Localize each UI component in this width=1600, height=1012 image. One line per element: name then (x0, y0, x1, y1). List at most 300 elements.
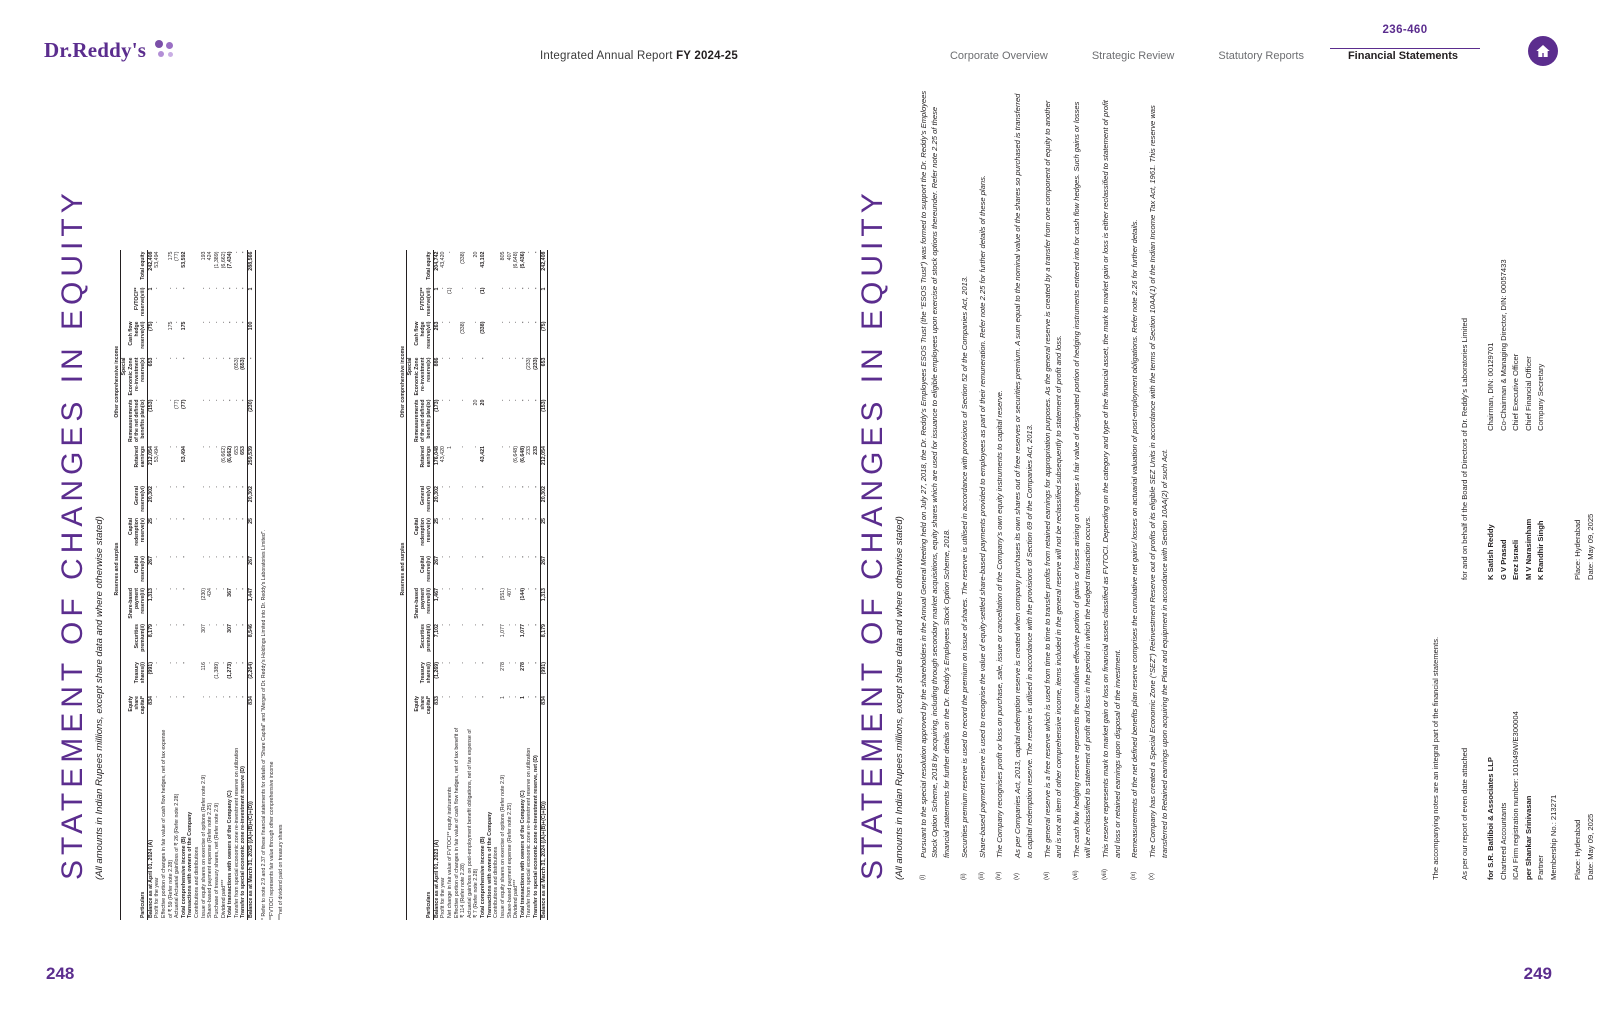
cell-value: 1 (447, 446, 454, 449)
col-treasury-shares: Treasury shares(i) (420, 662, 433, 684)
cell-value: - (440, 287, 447, 290)
note-index: (viii) (1102, 869, 1109, 880)
cell-value: - (526, 518, 533, 520)
cell-value (194, 554, 201, 586)
note-item (918, 90, 952, 880)
cell-value: - (200, 287, 207, 290)
board-line: for and on behalf of the Board of Directors of Dr. Reddy’s Laboratories Limited (1459, 318, 1469, 580)
cell-value: - (519, 321, 526, 324)
cell-value: - (499, 321, 506, 324)
cell-value: - (167, 287, 174, 290)
cell-value (487, 586, 494, 622)
home-icon[interactable] (1528, 36, 1558, 66)
cell-value: - (473, 588, 480, 590)
cell-value: - (506, 321, 513, 324)
cell-value: 20 (473, 251, 480, 258)
cell-value (194, 356, 201, 398)
cell-value: - (207, 399, 214, 402)
note-text: The Company has created a Special Economic Zone (“SEZ”) Reinvestment Reserve out of profits of its eligible SEZ Units in accordance with the terms of Section 10AA(1) of the Indian Income Tax Act, 1961. This reserve was transferred to Retained earnings upon acquiring the Plant and equipment in accordance with Section 10AA(2) of such Act. (1148, 105, 1169, 858)
cell-value: - (180, 696, 187, 698)
cell-value: - (180, 556, 187, 558)
row-label: Transactions with owners of the Company (486, 811, 493, 918)
cell-value: - (233, 486, 240, 488)
group-other-ci: Other comprehensive income (114, 320, 121, 444)
cell-value (493, 444, 500, 484)
cell-value: (1,389) (213, 251, 220, 269)
signatory-name-3: M V Narasimham (1523, 518, 1533, 580)
cell-value: - (447, 399, 454, 402)
cell-value: - (180, 357, 187, 360)
note-text: The general reserve is a free reserve which is used from time to time to transfer profits from retained earnings for appropriation purposes. As the general reserve is created by a transfer from one component of equity to another and is not an item of other comprehensive income, items included in the general reserve will not be reclassified subsequently to statement of profit and loss. (1042, 100, 1064, 858)
signatory-name-1: G V Prasad (1498, 539, 1508, 580)
auditor-designation: Chartered Accountants (1498, 802, 1508, 880)
cell-value: - (233, 662, 240, 664)
cell-value: - (440, 518, 447, 520)
footnote-1: * Refer to note 2.9 and 2.37 of these financial statements for details of “Share Capital” and “Merger of Dr. Reddy’s Holdings Limited into Dr. Reddy’s Laboratories Limited”. (260, 530, 267, 920)
row-label: Balance as at April 01, 2023 (A) (433, 839, 440, 918)
cell-value: - (447, 588, 454, 590)
cell-value: 278 (519, 662, 526, 671)
logo-dots-icon (155, 40, 177, 60)
cell-value: - (240, 399, 247, 402)
cell-value (487, 398, 494, 444)
cell-value: 212,054 (540, 446, 547, 466)
col-fvtoci-reserve: FVTOCI** reserve(viii) (134, 287, 147, 317)
cell-value: - (513, 624, 520, 626)
signatory-title-0: Chairman, DIN: 00129701 (1486, 342, 1496, 431)
cell-value: (230) (247, 399, 254, 412)
cell-value: - (227, 399, 234, 402)
row-label: Dividend paid*** (513, 879, 520, 918)
cell-value: - (167, 556, 174, 558)
cell-value: - (154, 588, 161, 590)
cell-value: - (532, 696, 539, 698)
cell-value: (153) (147, 399, 154, 412)
table-row (467, 250, 480, 920)
cell-value: - (207, 446, 214, 448)
cell-value (187, 554, 194, 586)
auditor-place: Place: Hyderabad (1573, 819, 1583, 880)
cell-value: - (167, 486, 174, 488)
cell-value: - (480, 624, 487, 626)
cell-value: - (207, 518, 214, 520)
page-range-value: 236-460 (1382, 24, 1428, 36)
note-text: The Company recognises profit or loss on purchase, sale, issue or cancellation of the Company’s own equity instruments to capital reserve. (995, 390, 1005, 858)
signatory-title-3: Chief Financial Officer (1523, 356, 1533, 431)
cell-value: - (499, 357, 506, 360)
col-capital-reserve: Capital reserve(iv) (420, 556, 433, 582)
cell-value: - (213, 518, 220, 520)
cell-value: - (154, 662, 161, 664)
auditor-partner-role: Partner (1536, 855, 1546, 880)
cell-value: (6,662) (220, 446, 227, 463)
row-label: Balance as at April 01, 2024 (A) (147, 839, 154, 918)
cell-value: 1,313 (147, 588, 154, 602)
cell-value: - (460, 357, 467, 360)
note-index: (x) (1149, 873, 1156, 880)
notes-list (918, 90, 1177, 880)
cell-value (493, 356, 500, 398)
col-general-reserve: General reserve(vi) (134, 486, 147, 512)
table-row (540, 250, 548, 920)
row-label: Issue of equity shares on exercise of options (Refer note 2.9) (499, 774, 506, 918)
cell-value: - (506, 357, 513, 360)
note-item (977, 90, 988, 880)
cell-value: 242,408 (540, 251, 547, 271)
cell-value: - (154, 399, 161, 402)
cell-value: - (154, 357, 161, 360)
cell-value: - (499, 399, 506, 402)
signature-block (1430, 90, 1597, 880)
nav-financial-statements[interactable]: Financial Statements (1347, 50, 1458, 62)
cell-value: - (447, 624, 454, 626)
cell-value: - (200, 357, 207, 360)
cell-value: - (167, 624, 174, 626)
cell-value: 43,420 (440, 446, 447, 463)
cell-value: - (447, 251, 454, 254)
row-label: Effective portion of changes in fair value of cash flow hedges, net of tax expense of ₹ 59 (Refer note 2.28) (161, 729, 174, 918)
board-date: Date: May 09, 2025 (1585, 513, 1595, 580)
note-index: (i) (920, 874, 926, 880)
cell-value: 242,408 (147, 251, 154, 271)
report-title (540, 50, 738, 62)
row-label: Contributions and distributions (493, 846, 500, 918)
cell-value (493, 398, 500, 444)
cell-value: - (519, 518, 526, 520)
col-particulars: Particulars (140, 891, 147, 918)
cell-value: - (506, 696, 513, 698)
group-reserves-and-surplus: Reserves and surplus (400, 444, 407, 694)
cell-value: - (200, 518, 207, 520)
cell-value: 834 (247, 696, 254, 705)
cell-value: 407 (506, 588, 513, 597)
cell-value: - (213, 556, 220, 558)
cell-value: - (480, 556, 487, 558)
table-row (493, 250, 500, 920)
cell-value: 43,102 (480, 251, 487, 268)
cell-value: - (440, 399, 447, 402)
cell-value: 233 (526, 446, 533, 455)
cell-value: - (513, 486, 520, 488)
cell-value: 267 (247, 556, 254, 565)
cell-value (487, 444, 494, 484)
cell-value (493, 694, 500, 724)
cell-value: - (440, 321, 447, 324)
cell-value: 8,546 (247, 624, 254, 638)
cell-value: - (532, 321, 539, 324)
cell-value: (230) (200, 588, 207, 601)
nav-corporate-overview[interactable]: Corporate Overview (949, 50, 1048, 62)
cell-value: - (200, 696, 207, 698)
cell-value: - (519, 486, 526, 488)
signatory-name-2: Erez Israeli (1511, 539, 1521, 580)
accompanying-notes-line: The accompanying notes are an integral part of the financial statements. (1431, 636, 1440, 880)
cell-value: - (233, 696, 240, 698)
cell-value: - (447, 662, 454, 664)
cell-value: (338) (460, 321, 467, 334)
cell-value: - (480, 486, 487, 488)
cell-value: - (233, 399, 240, 402)
cell-value: - (227, 357, 234, 360)
company-logo (44, 38, 224, 72)
cell-value: 833 (433, 696, 440, 705)
cell-value: - (526, 556, 533, 558)
cell-value: 20 (480, 399, 487, 406)
cell-value: 8,179 (540, 624, 547, 638)
cell-value: - (207, 321, 214, 324)
cell-value: - (532, 486, 539, 488)
equity-table-bottom (400, 250, 548, 920)
cell-value (487, 694, 494, 724)
cell-value: 1,467 (433, 588, 440, 602)
cell-value (187, 694, 194, 724)
cell-value: - (513, 357, 520, 360)
note-text: As per Companies Act, 2013, capital redemption reserve is created when company purchases its own shares out of free reserves or securities premium. A sum equal to the nominal value of the shares so purchased is transferred to capital redemption reserve. The reserve is utilised in accordance with the provisions of Section 69 of the Companies Act, 2013. (1013, 93, 1034, 858)
cell-value: (338) (480, 321, 487, 334)
signatory-name-4: K Randhir Singh (1536, 520, 1546, 580)
cell-value: - (233, 321, 240, 324)
note-index: (ii) (960, 873, 967, 880)
cell-value: 25 (433, 518, 440, 524)
cell-value (493, 622, 500, 660)
cell-value: - (174, 588, 181, 590)
cell-value: 1,447 (247, 588, 254, 602)
cell-value: (6,648) (513, 251, 520, 269)
table-row (433, 250, 440, 920)
cell-value: 307 (200, 624, 207, 633)
cell-value: - (180, 287, 187, 290)
cell-value: 1 (499, 696, 506, 699)
cell-value: - (473, 446, 480, 448)
cell-value: - (440, 662, 447, 664)
cell-value: - (233, 251, 240, 254)
note-item (1012, 90, 1035, 880)
cell-value: - (220, 662, 227, 664)
cell-value: - (473, 624, 480, 626)
col-securities-premium: Securities premium(ii) (134, 624, 147, 652)
nav-statutory-reports[interactable]: Statutory Reports (1218, 50, 1304, 62)
cell-value: 1 (147, 287, 154, 291)
cell-value: - (213, 696, 220, 698)
cell-value: - (506, 486, 513, 488)
cell-value: - (154, 624, 161, 626)
cell-value: 424 (207, 588, 214, 597)
cell-value: 1,077 (499, 624, 506, 638)
cell-value: (1,389) (213, 662, 220, 679)
cell-value (487, 320, 494, 356)
cell-value: - (220, 287, 227, 290)
row-label: Transactions with owners of the Company (187, 811, 194, 918)
table-row (194, 250, 201, 920)
cell-value (487, 356, 494, 398)
cell-value: 367 (227, 588, 234, 597)
cell-value: - (526, 486, 533, 488)
cell-value (487, 250, 494, 286)
cell-value: - (440, 556, 447, 558)
cell-value: - (513, 287, 520, 290)
table-row (500, 250, 507, 920)
row-label: Transfer from special economic zone re-investment reserve on utilization (526, 747, 533, 918)
cell-value: - (513, 321, 520, 324)
auditor-registration: ICAI Firm registration number: 101049W/E300004 (1511, 711, 1521, 880)
cell-value: - (447, 357, 454, 360)
cell-value: - (174, 446, 181, 448)
cell-value: - (240, 624, 247, 626)
cell-value (194, 286, 201, 320)
cell-value: - (526, 624, 533, 626)
table-row (207, 250, 214, 920)
cell-value: - (154, 696, 161, 698)
cell-value (194, 250, 201, 286)
cell-value (187, 398, 194, 444)
cell-value: - (154, 518, 161, 520)
cell-value: - (532, 662, 539, 664)
cell-value: - (213, 357, 220, 360)
cell-value: - (174, 287, 181, 290)
row-label: Issue of equity shares on exercise of options (Refer note 2.9) (200, 774, 207, 918)
cell-value: - (220, 399, 227, 402)
cell-value: - (506, 624, 513, 626)
cell-value: - (167, 399, 174, 402)
cell-value: - (227, 556, 234, 558)
cell-value: - (480, 518, 487, 520)
cell-value: - (447, 556, 454, 558)
cell-value: - (460, 518, 467, 520)
cell-value: - (513, 696, 520, 698)
cell-value: - (506, 446, 513, 448)
cell-value (493, 660, 500, 694)
note-index: (vi) (1043, 871, 1050, 880)
table-row (480, 250, 487, 920)
cell-value: - (174, 696, 181, 698)
cell-value: - (532, 251, 539, 254)
cell-value: - (519, 399, 526, 402)
table-row (240, 250, 247, 920)
soce-table-fy2025 (114, 90, 286, 920)
note-index: (iv) (996, 871, 1003, 880)
cell-value: 834 (147, 696, 154, 705)
row-label: Balance as at March 31, 2024 ((A)+(B)+(C)+(D)) (540, 801, 547, 918)
cell-value (187, 660, 194, 694)
cell-value: - (499, 446, 506, 448)
col-retained-earnings: Retained earnings (420, 446, 433, 468)
cell-value: - (240, 588, 247, 590)
table-row (174, 250, 181, 920)
cell-value: - (213, 486, 220, 488)
cell-value (187, 320, 194, 356)
col-total-equity: Total equity (140, 251, 147, 280)
table-row (533, 250, 540, 920)
cell-value: (991) (540, 662, 547, 675)
cell-value: 263 (433, 321, 440, 331)
cell-value: - (440, 588, 447, 590)
cell-value (194, 320, 201, 356)
cell-value: 100 (247, 321, 254, 331)
cell-value: 193 (200, 251, 207, 261)
nav-strategic-review[interactable]: Strategic Review (1091, 50, 1175, 62)
row-label: Dividend paid*** (220, 879, 227, 918)
cell-value: - (519, 556, 526, 558)
col-sez-reserve: Special Economic Zone re-investment reserve(x) (407, 357, 433, 396)
cell-value: - (526, 287, 533, 290)
row-label: Balance as at March 31, 2025 ((A)+(B)+(C)+(D)) (247, 801, 254, 918)
cell-value: - (213, 287, 220, 290)
cell-value (187, 586, 194, 622)
row-label: Total comprehensive income (B) (180, 836, 187, 918)
col-remeasurements: Remeasurements of the net defined benefits plan(ix) (413, 399, 433, 442)
cell-value: - (506, 662, 513, 664)
cell-value: - (532, 399, 539, 402)
cell-value: - (227, 486, 234, 488)
cell-value: - (526, 588, 533, 590)
auditor-date: Date: May 09, 2025 (1585, 813, 1595, 880)
col-general-reserve: General reserve(vi) (420, 486, 433, 512)
row-label: Profit for the year (440, 877, 447, 918)
row-label: Share-based payment expense (Refer note 2.25) (506, 802, 513, 918)
cell-value: (6,648) (519, 446, 526, 463)
note-text: Share-based payment reserve is used to recognise the value of equity-settled share-based payments provided to employees as part of their remuneration. Refer note 2.25 for further details of these plans. (977, 175, 987, 858)
cell-value: - (240, 287, 247, 290)
row-label: Actuarial gain/loss on post-employment benefit obligations, net of tax expense of ₹ 7 (Refer note 2.28) (466, 729, 480, 918)
note-index: (ix) (1131, 871, 1138, 880)
cell-value: - (213, 321, 220, 324)
col-equity-share-capital: Equity share capital* (127, 696, 147, 715)
cell-value: - (180, 486, 187, 488)
cell-value: (153) (540, 399, 547, 412)
cell-value (187, 286, 194, 320)
signatory-title-4: Company Secretary (1536, 363, 1546, 431)
table-row (234, 250, 241, 920)
cell-value: 175 (167, 321, 174, 331)
cell-value: - (499, 518, 506, 520)
note-item (1129, 90, 1140, 880)
table-group-header-row (400, 250, 407, 920)
cell-value: - (213, 624, 220, 626)
cell-value: 267 (147, 556, 154, 565)
cell-value (187, 250, 194, 286)
cell-value: 25 (147, 518, 154, 524)
cell-value: 307 (227, 624, 234, 633)
note-index: (v) (1014, 873, 1021, 880)
cell-value: (77) (180, 399, 187, 409)
cell-value: - (154, 321, 161, 324)
cell-value: - (460, 588, 467, 590)
col-treasury-shares: Treasury shares(i) (134, 662, 147, 684)
cell-value: - (240, 486, 247, 488)
cell-value: - (233, 556, 240, 558)
cell-value: - (460, 624, 467, 626)
col-sez-reserve: Special Economic Zone re-investment reserve(x) (121, 357, 147, 396)
cell-value: - (207, 624, 214, 626)
cell-value: - (513, 662, 520, 664)
table-row (187, 250, 194, 920)
note-index: (iii) (978, 872, 985, 880)
cell-value (487, 286, 494, 320)
cell-value (187, 484, 194, 516)
col-remeasurements: Remeasurements of the net defined benefits plan(ix) (127, 399, 147, 442)
cell-value: - (506, 556, 513, 558)
auditor-firm: for S.R. Batliboi & Associates LLP (1486, 757, 1496, 880)
cell-value: 1,313 (540, 588, 547, 602)
cell-value: - (220, 588, 227, 590)
col-particulars: Particulars (426, 891, 433, 918)
cell-value: - (240, 556, 247, 558)
table-row (181, 250, 188, 920)
cell-value: - (513, 518, 520, 520)
cell-value: - (180, 662, 187, 664)
cell-value: - (473, 321, 480, 324)
cell-value: - (519, 357, 526, 360)
